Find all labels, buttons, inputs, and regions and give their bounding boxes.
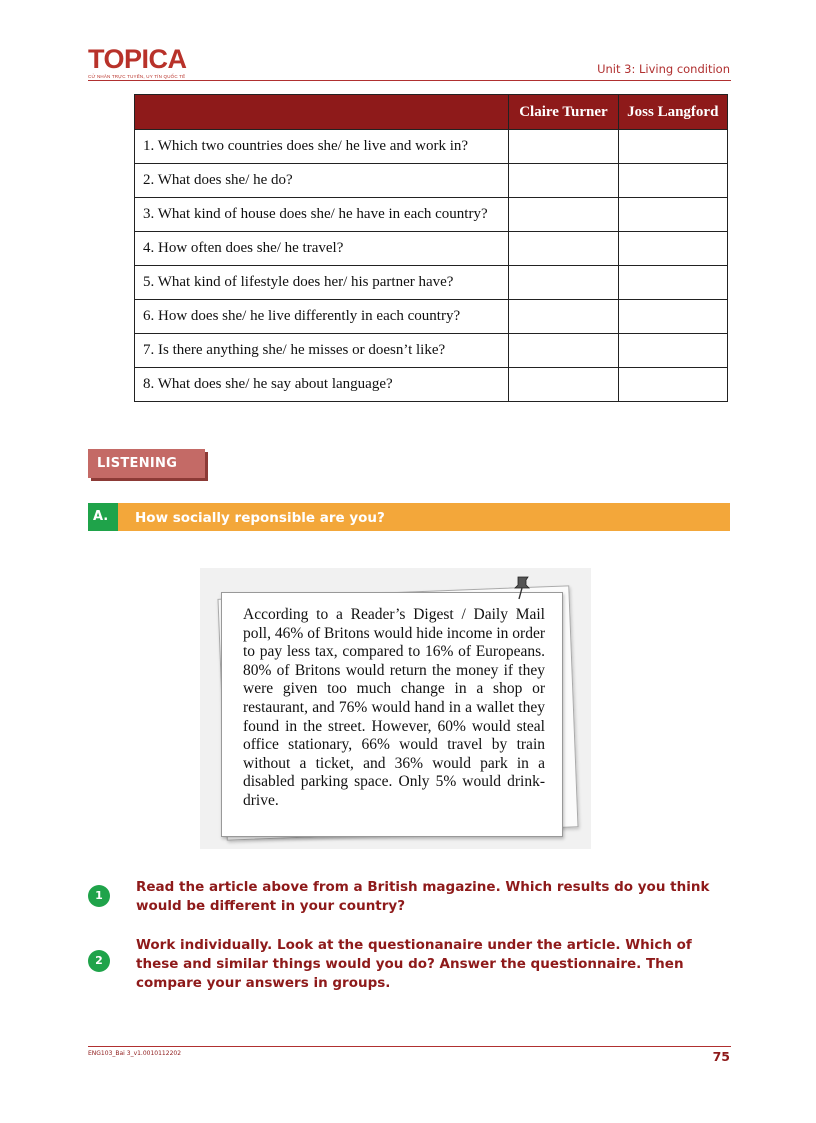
table-row <box>135 130 728 164</box>
footer-document-code: ENG103_Bai 3_v1.0010112202 <box>88 1050 182 1057</box>
activity-letter-badge <box>88 503 118 531</box>
answer-cell-joss[interactable] <box>618 368 727 402</box>
table-row <box>135 368 728 402</box>
section-label: LISTENING <box>97 456 178 471</box>
page-number: 75 <box>712 1049 730 1064</box>
activity-title: How socially reponsible are you? <box>135 510 385 526</box>
question-cell: 6. How does she/ he live differently in each country? <box>135 300 509 334</box>
article-text: According to a Reader’s Digest / Daily Mail poll, 46% of Britons would hide income in order to pay less tax, compared to 16% of Europeans. 80% of Britons would return the money if they were given too much change in a shop or restaurant, and 76% would hand in a wallet they found in the street. However, 60% would steal office stationary, 66% would travel by train without a ticket, and 36% would park in a disabled parking space. Only 5% would drink-drive. <box>243 606 545 809</box>
listening-section-tab <box>88 449 205 478</box>
header-divider <box>88 80 731 81</box>
question-cell: 4. How often does she/ he travel? <box>135 232 509 266</box>
activity-title-bar <box>88 503 730 531</box>
question-cell: 3. What kind of house does she/ he have in each country? <box>135 198 509 232</box>
question-cell: 5. What kind of lifestyle does her/ his partner have? <box>135 266 509 300</box>
table-row <box>135 300 728 334</box>
activity-letter: A. <box>93 509 109 524</box>
question-cell: 7. Is there anything she/ he misses or doesn’t like? <box>135 334 509 368</box>
table-row <box>135 198 728 232</box>
pushpin-icon <box>510 574 534 600</box>
table-row <box>135 164 728 198</box>
answer-cell-claire[interactable] <box>509 334 618 368</box>
answer-cell-joss[interactable] <box>618 334 727 368</box>
topica-logo <box>88 46 198 80</box>
answer-cell-claire[interactable] <box>509 198 618 232</box>
answer-cell-joss[interactable] <box>618 232 727 266</box>
answer-cell-joss[interactable] <box>618 164 727 198</box>
question-cell: 1. Which two countries does she/ he live and work in? <box>135 130 509 164</box>
answer-cell-claire[interactable] <box>509 368 618 402</box>
footer-divider <box>88 1046 731 1047</box>
logo-wordmark: TOPICA <box>88 44 187 74</box>
step-instruction: Read the article above from a British magazine. Which results do you think would be different in your country? <box>136 879 710 914</box>
header-cell-question <box>135 95 509 130</box>
answer-cell-claire[interactable] <box>509 232 618 266</box>
step-number: 2 <box>95 954 103 967</box>
table-row <box>135 266 728 300</box>
unit-title: Unit 3: Living condition <box>597 62 730 76</box>
header-cell-joss-langford: Joss Langford <box>618 95 727 130</box>
answer-cell-joss[interactable] <box>618 130 727 164</box>
answer-cell-claire[interactable] <box>509 130 618 164</box>
answer-cell-joss[interactable] <box>618 300 727 334</box>
question-table <box>134 94 728 402</box>
header-cell-claire-turner: Claire Turner <box>509 95 618 130</box>
logo-tagline: CỬ NHÂN TRỰC TUYẾN, UY TÍN QUỐC TẾ <box>88 74 186 79</box>
answer-cell-claire[interactable] <box>509 164 618 198</box>
answer-cell-claire[interactable] <box>509 266 618 300</box>
question-cell: 2. What does she/ he do? <box>135 164 509 198</box>
step-number: 1 <box>95 889 103 902</box>
answer-cell-joss[interactable] <box>618 198 727 232</box>
answer-cell-joss[interactable] <box>618 266 727 300</box>
table-row <box>135 334 728 368</box>
table-header-row <box>135 95 728 130</box>
step-number-badge <box>88 885 110 907</box>
step-number-badge <box>88 950 110 972</box>
answer-cell-claire[interactable] <box>509 300 618 334</box>
step-instruction: Work individually. Look at the questionanaire under the article. Which of these and similar things would you do? Answer the questionnaire. Then compare your answers in groups. <box>136 937 692 991</box>
question-cell: 8. What does she/ he say about language? <box>135 368 509 402</box>
table-row <box>135 232 728 266</box>
